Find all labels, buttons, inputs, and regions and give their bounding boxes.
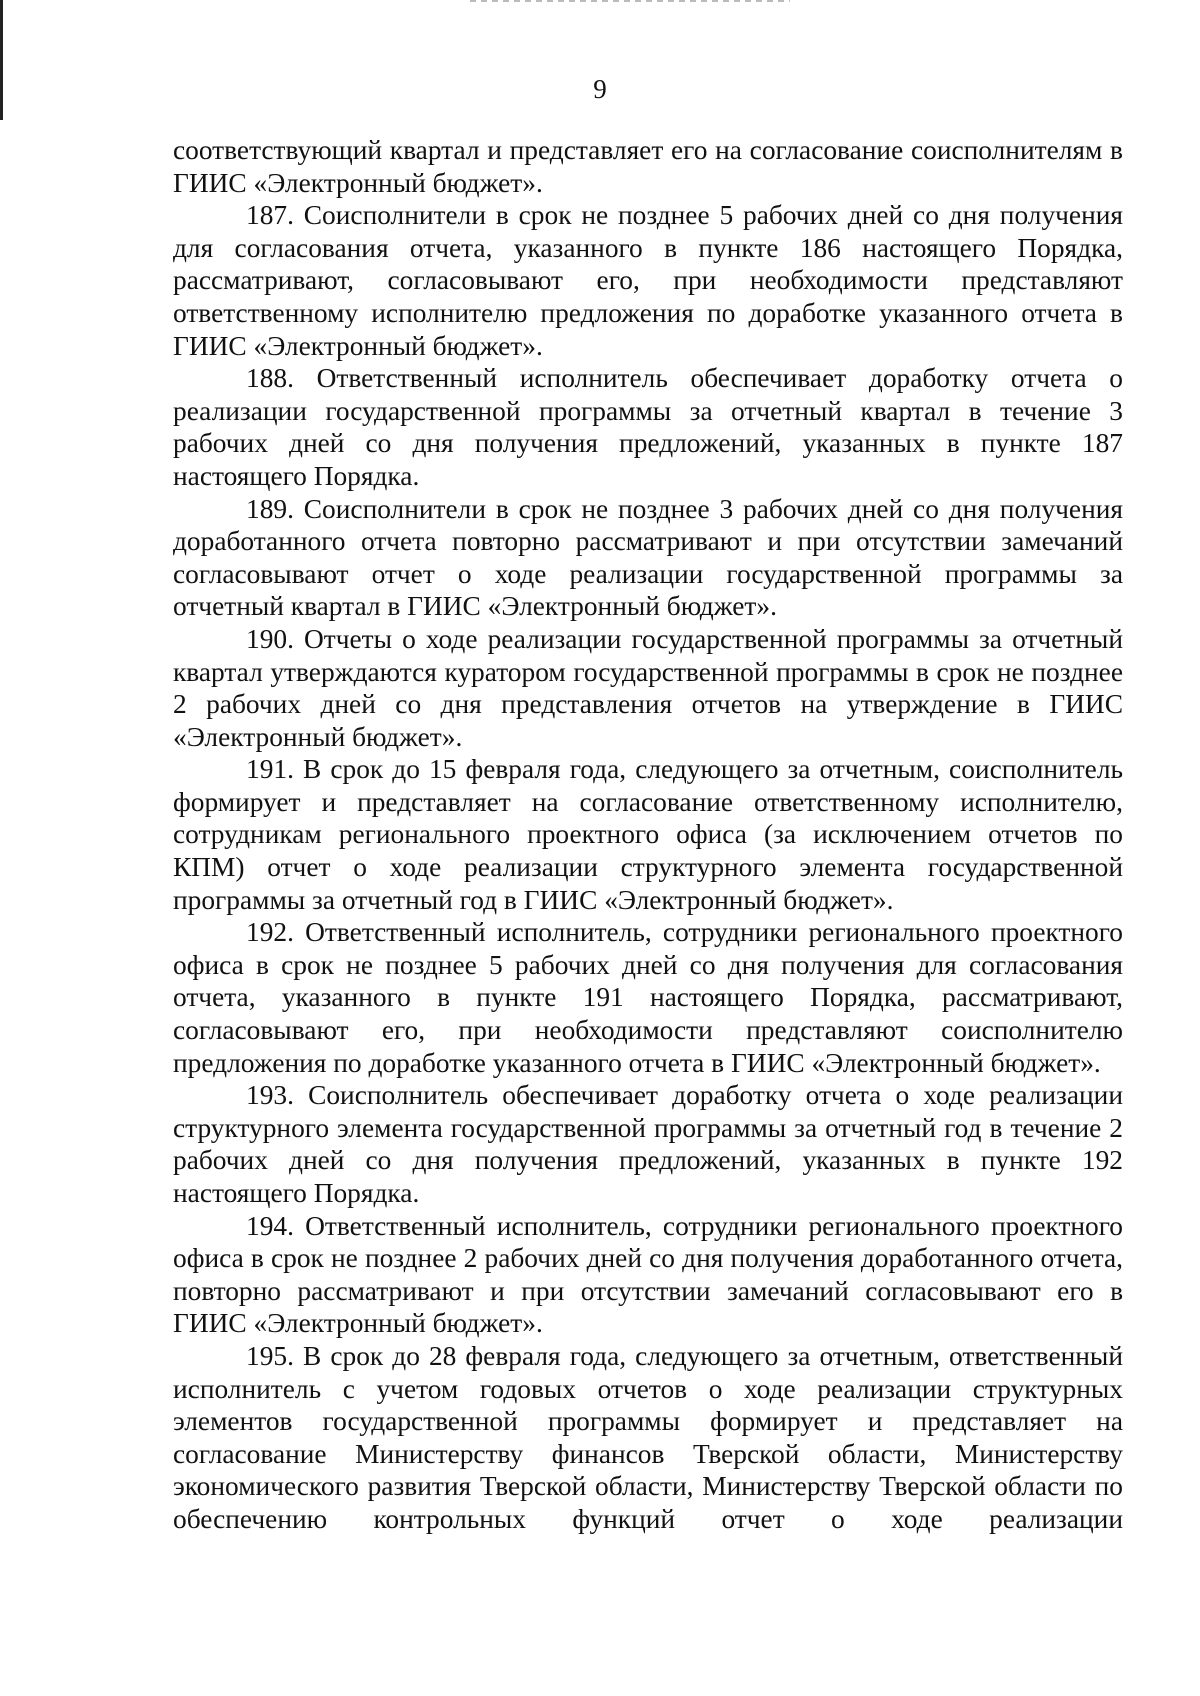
document-body: [173, 134, 1123, 1536]
paragraph-190: 190. Отчеты о ходе реализации государственной программы за отчетный квартал утверждаются куратором государственной программы в срок не позднее 2 рабочих дней со дня представления отчетов на утверждение в ГИИС «Электронный бюджет».: [173, 623, 1123, 752]
paragraph-188: 188. Ответственный исполнитель обеспечивает доработку отчета о реализации государственной программы за отчетный квартал в течение 3 рабочих дней со дня получения предложений, указанных в пункте 187 настоящего Порядка.: [173, 363, 1123, 491]
scan-top-mark: [470, 0, 790, 2]
paragraph-195: 195. В срок до 28 февраля года, следующего за отчетным, ответственный исполнитель с учетом годовых отчетов о ходе реализации структурных элементов государственной программы формирует и представляет на согласование Министерству финансов Тверской области, Министерству экономического развития Тверской области, Министерству Тверской области по обеспечению контрольных функций отчет о ходе реализации: [173, 1340, 1123, 1534]
paragraph-continuation: соответствующий квартал и представляет его на согласование соисполнителям в ГИИС «Электронный бюджет».: [173, 135, 1123, 198]
paragraph-189: 189. Соисполнители в срок не позднее 3 рабочих дней со дня получения доработанного отчета повторно рассматривают и при отсутствии замечаний согласовывают отчет о ходе реализации государственной программы за отчетный квартал в ГИИС «Электронный бюджет».: [173, 493, 1123, 622]
paragraph-192: 192. Ответственный исполнитель, сотрудники регионального проектного офиса в срок не позднее 5 рабочих дней со дня получения для согласования отчета, указанного в пункте 191 настоящего Порядка, рассматривают, согласовывают его, при необходимости представляют соисполнителю предложения по доработке указанного отчета в ГИИС «Электронный бюджет».: [173, 917, 1123, 1078]
paragraph-194: 194. Ответственный исполнитель, сотрудники регионального проектного офиса в срок не позднее 2 рабочих дней со дня получения доработанного отчета, повторно рассматривают и при отсутствии замечаний согласовывают его в ГИИС «Электронный бюджет».: [173, 1210, 1123, 1339]
page-number: 9: [593, 74, 607, 104]
paragraph-191: 191. В срок до 15 февраля года, следующего за отчетным, соисполнитель формирует и представляет на согласование ответственному исполнителю, сотрудникам регионального проектного офиса (за исключением отчетов по КПМ) отчет о ходе реализации структурного элемента государственной программы за отчетный год в ГИИС «Электронный бюджет».: [173, 754, 1123, 915]
paragraph-193: 193. Соисполнитель обеспечивает доработку отчета о ходе реализации структурного элемента государственной программы за отчетный год в течение 2 рабочих дней со дня получения предложений, указанных в пункте 192 настоящего Порядка.: [173, 1080, 1123, 1208]
paragraph-187: 187. Соисполнители в срок не позднее 5 рабочих дней со дня получения для согласования отчета, указанного в пункте 186 настоящего Порядка, рассматривают, согласовывают его, при необходимости представляют ответственному исполнителю предложения по доработке указанного отчета в ГИИС «Электронный бюджет».: [173, 200, 1123, 361]
